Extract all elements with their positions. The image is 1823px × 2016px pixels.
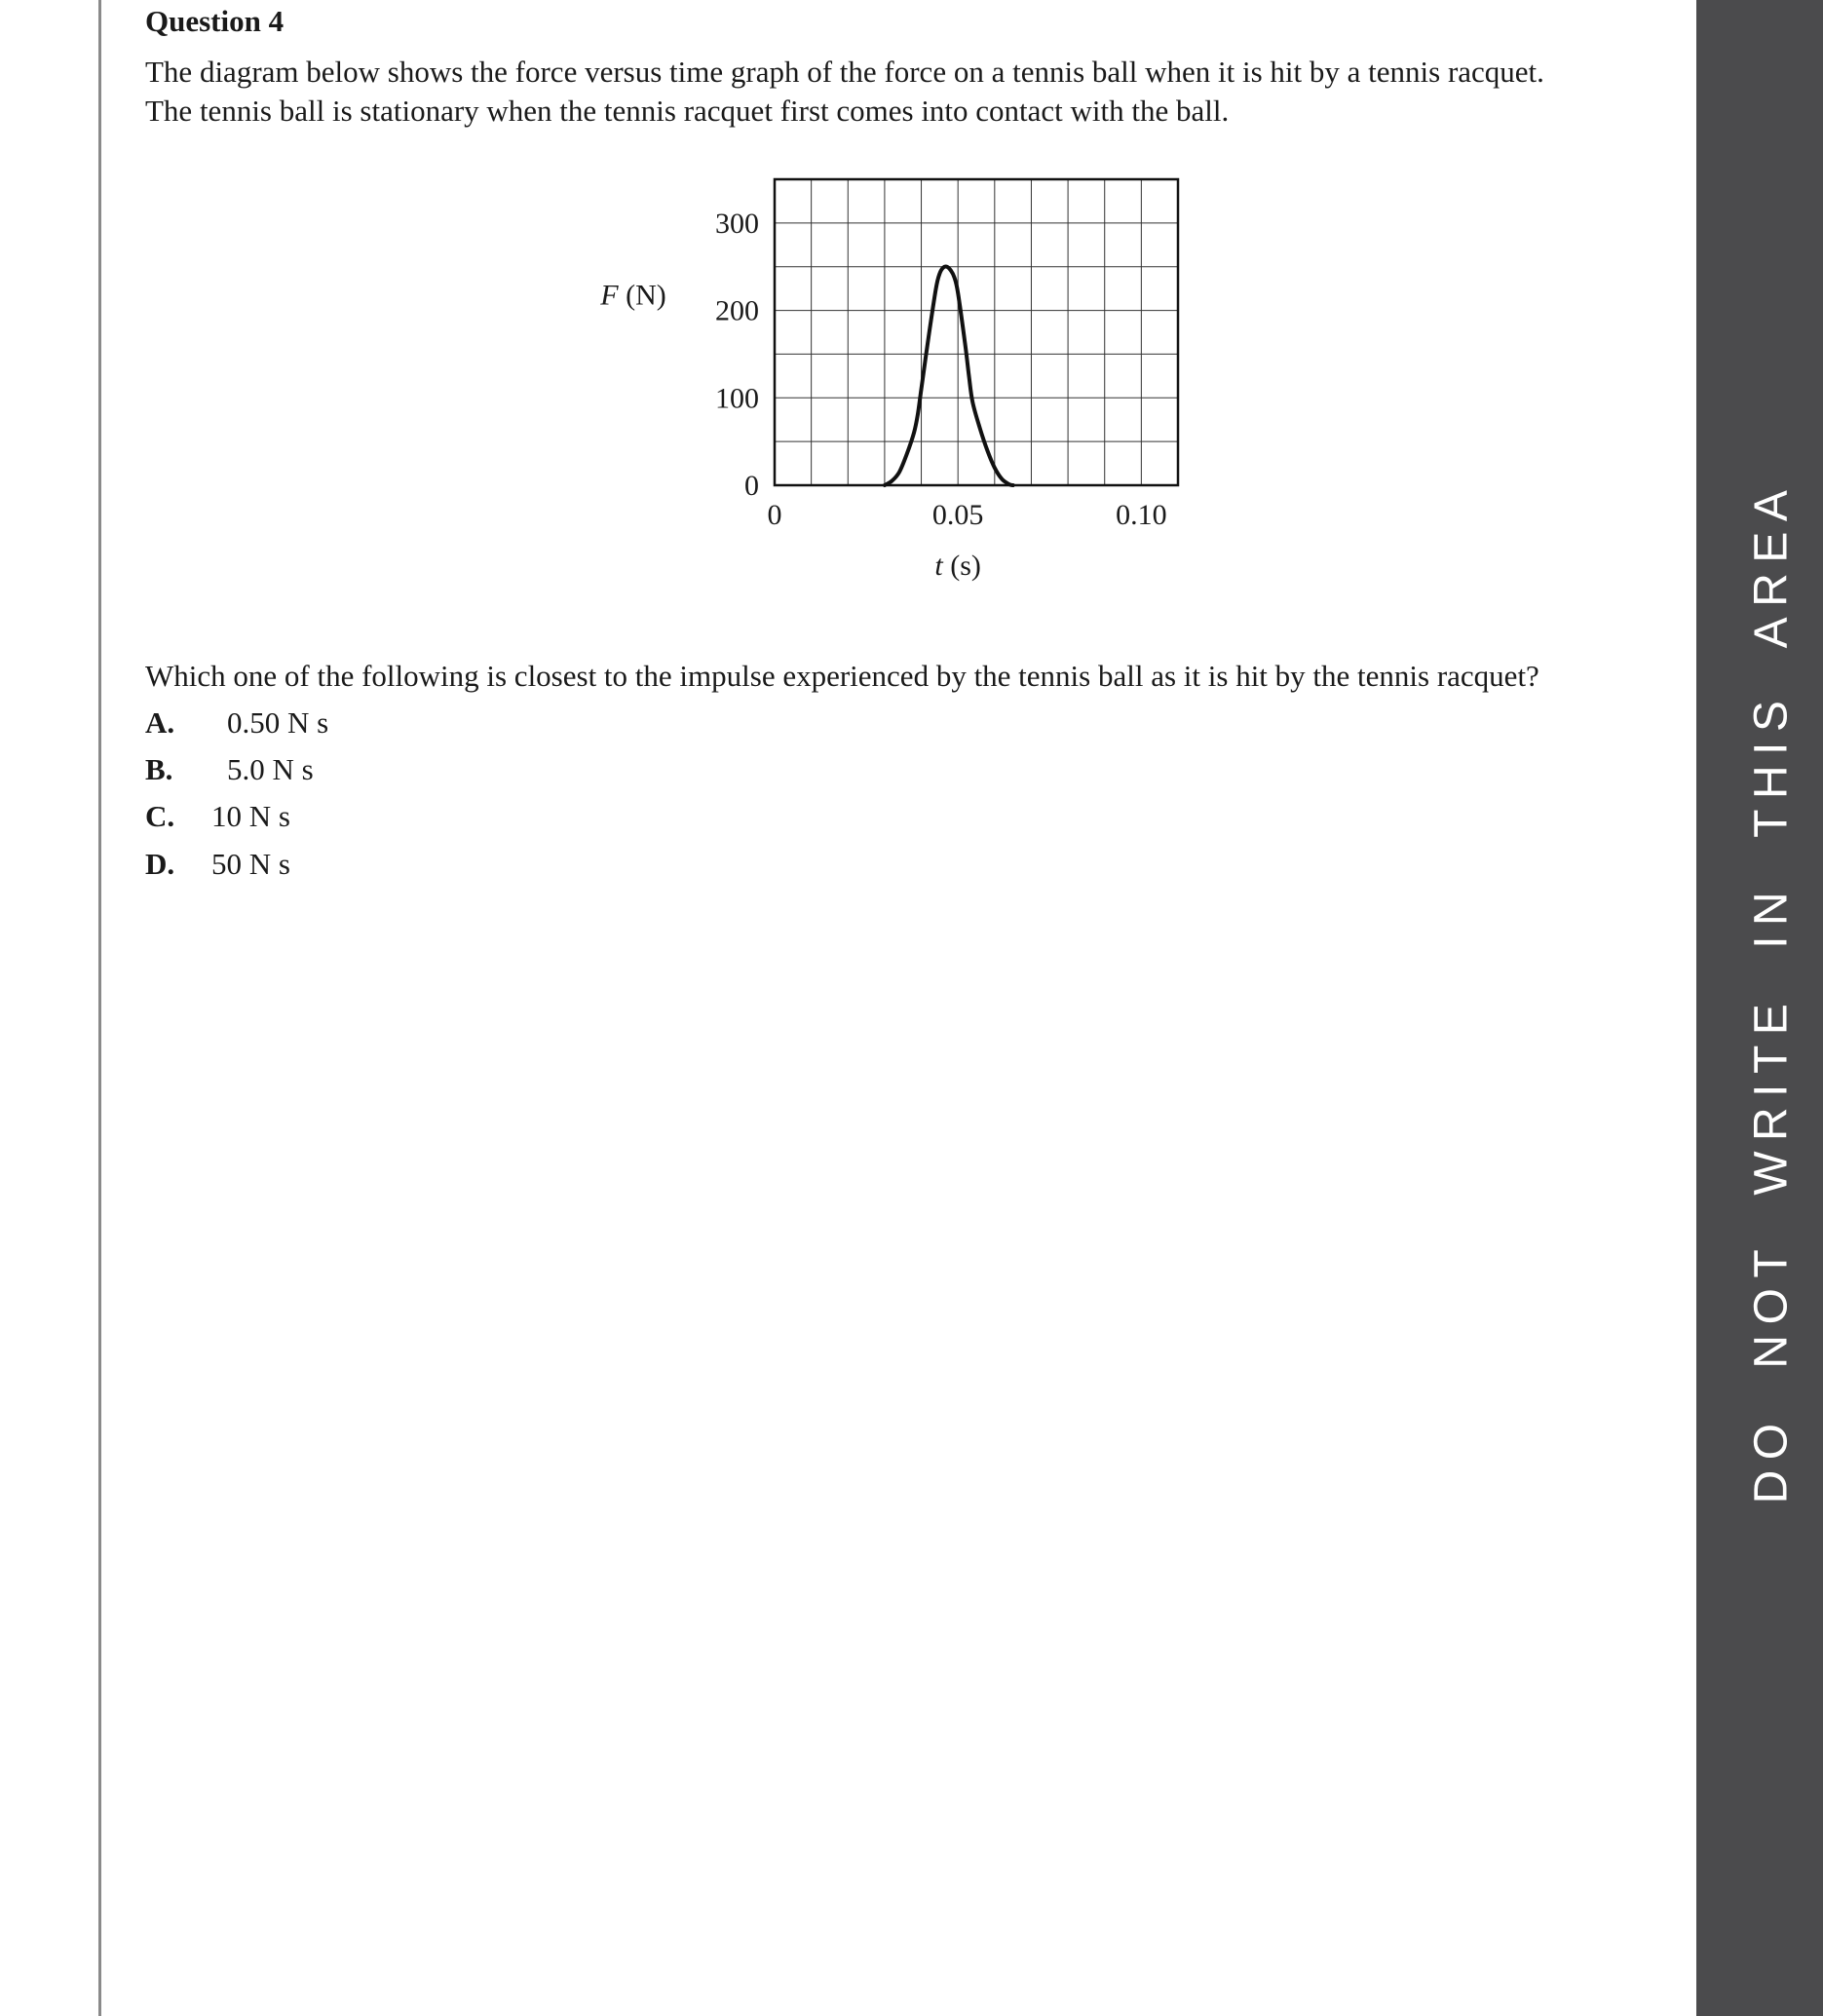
option-b-text: 5.0 N s xyxy=(227,752,314,786)
page-margin-line xyxy=(98,0,101,2016)
option-b-letter: B. xyxy=(145,752,173,786)
option-d-letter: D. xyxy=(145,847,175,881)
y-tick-label: 100 xyxy=(715,382,759,415)
option-c-letter: C. xyxy=(145,799,175,833)
question-intro-line-1: The diagram below shows the force versus time graph of the force on a tennis ball when it is hit by a tennis racquet. xyxy=(145,55,1544,89)
y-axis-label xyxy=(599,280,665,312)
force-time-graph xyxy=(546,166,1189,594)
option-d-text: 50 N s xyxy=(211,847,290,881)
question-prompt: Which one of the following is closest to the impulse experienced by the tennis ball as it is hit by the tennis racquet? xyxy=(145,659,1539,693)
x-tick-label: 0.10 xyxy=(1116,499,1167,531)
y-tick-label: 0 xyxy=(744,470,759,502)
force-curve xyxy=(885,266,1013,485)
x-axis-label xyxy=(934,550,981,582)
y-tick-label: 200 xyxy=(715,294,759,327)
question-intro-line-2: The tennis ball is stationary when the tennis racquet first comes into contact with the ball. xyxy=(145,94,1230,128)
do-not-write-label: DO NOT WRITE IN THIS AREA xyxy=(1745,479,1798,1504)
y-axis-variable: F xyxy=(600,279,619,312)
x-tick-label: 0.05 xyxy=(931,499,984,531)
x-tick-label: 0 xyxy=(767,499,782,531)
y-axis-unit: (N) xyxy=(618,279,666,312)
x-axis-variable: t xyxy=(934,550,943,582)
question-title: Question 4 xyxy=(145,4,285,38)
graph-grid xyxy=(775,179,1178,485)
y-tick-label: 300 xyxy=(715,207,759,240)
option-a-letter: A. xyxy=(145,705,175,740)
y-tick-labels xyxy=(715,208,759,502)
question-intro xyxy=(145,53,1685,131)
option-a-text: 0.50 N s xyxy=(227,705,329,740)
x-tick-labels xyxy=(768,499,1167,531)
x-axis-unit: (s) xyxy=(942,550,981,582)
graph-frame xyxy=(775,179,1178,485)
option-c-text: 10 N s xyxy=(211,799,290,833)
